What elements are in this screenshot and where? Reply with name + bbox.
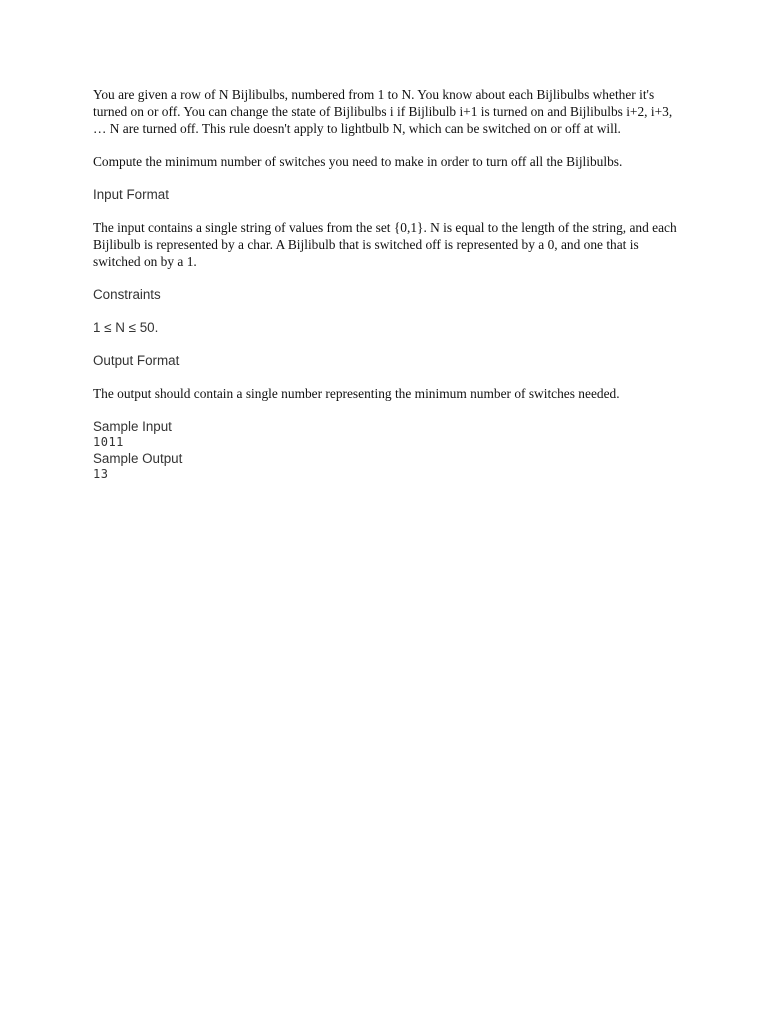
sample-output-heading: Sample Output	[93, 451, 183, 466]
output-format-body: The output should contain a single number representing the minimum number of switches needed.	[93, 386, 620, 401]
sample-input-heading: Sample Input	[93, 419, 172, 434]
problem-intro: You are given a row of N Bijlibulbs, numbered from 1 to N. You know about each Bijlibulbs whether it's turned on or off. You can change the state of Bijlibulbs i if Bijlibulb i+1 is turned on and Bijlibulbs i+2, i+3, … N are turned off. This rule doesn't apply to lightbulb N, which can be switched on or off at will.	[93, 87, 673, 136]
output-format-heading: Output Format	[93, 353, 180, 368]
constraints-heading: Constraints	[93, 287, 161, 302]
input-format-heading: Input Format	[93, 187, 169, 202]
input-format-body: The input contains a single string of values from the set {0,1}. N is equal to the length of the string, and each Bijlibulb is represented by a char. A Bijlibulb that is switched off is represented by a 0, and one that is switched on by a 1.	[93, 220, 677, 269]
sample-input-value: 1011	[93, 435, 124, 449]
constraints-body: 1 ≤ N ≤ 50.	[93, 320, 159, 335]
document-page	[93, 86, 683, 482]
problem-task: Compute the minimum number of switches you need to make in order to turn off all the Bijlibulbs.	[93, 154, 623, 169]
sample-output-value: 13	[93, 467, 109, 481]
